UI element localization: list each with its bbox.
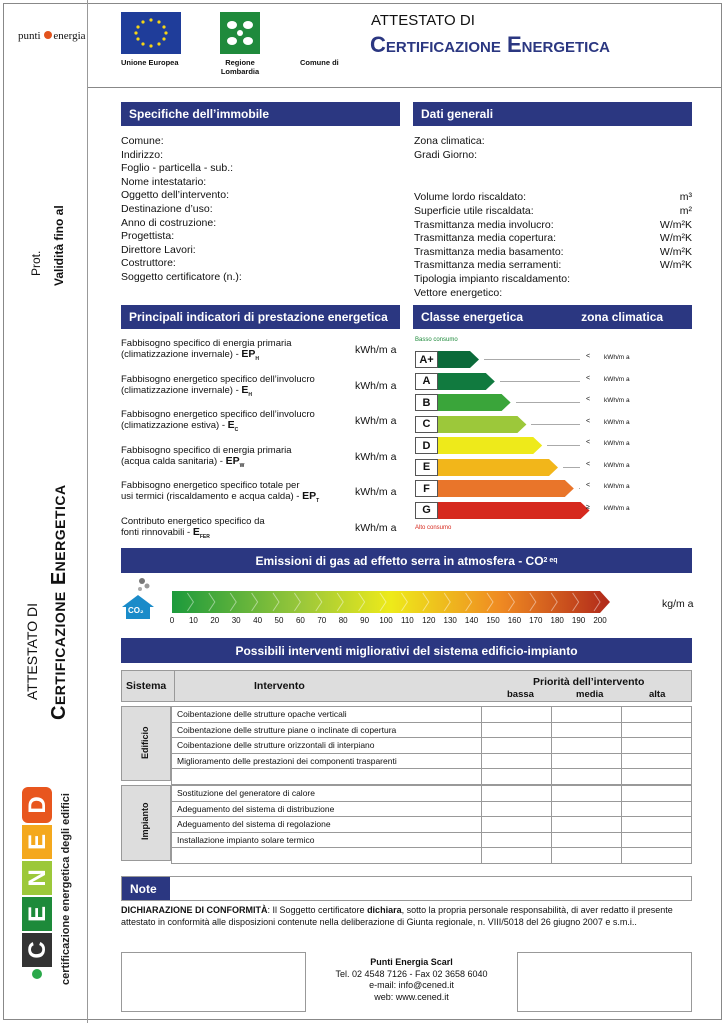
indicator-unit: kWh/m a <box>355 379 397 392</box>
emissioni-tick: 0 <box>169 616 175 625</box>
indicator-symbol: EP <box>225 454 240 467</box>
indicator-item <box>121 338 351 365</box>
priorita-media-cell[interactable] <box>552 707 622 723</box>
col-divider <box>174 671 175 701</box>
class-unit: kWh/m a <box>604 397 630 404</box>
emissioni-tick: 50 <box>274 616 284 625</box>
indicator-item <box>121 374 351 401</box>
class-label: C <box>415 416 438 433</box>
class-guide-line <box>579 488 580 489</box>
class-label: F <box>415 480 438 497</box>
class-unit: kWh/m a <box>604 375 630 383</box>
validita-label: Validità fino al <box>52 205 66 286</box>
table-row <box>172 753 692 769</box>
indicator-line2-text: (climatizzazione invernale) - <box>121 384 242 396</box>
class-unit: kWh/m a <box>604 354 630 361</box>
cened-letter-c: C <box>24 941 51 959</box>
dati-row <box>414 287 692 301</box>
class-label: E <box>415 459 438 476</box>
class-guide-line <box>484 359 580 360</box>
priorita-bassa-cell[interactable] <box>482 801 552 817</box>
class-label: A <box>415 373 438 390</box>
comune-label: Comune di <box>300 58 339 67</box>
priorita-media-cell[interactable] <box>552 738 622 754</box>
class-unit: kWh/m a <box>604 483 630 490</box>
priorita-media-cell[interactable] <box>552 817 622 833</box>
priorita-media-cell[interactable] <box>552 848 622 864</box>
dati-unit: W/m²K <box>659 219 692 231</box>
dati-header: Dati generali <box>413 102 692 126</box>
indicator-symbol: E <box>227 419 235 431</box>
class-guide-line <box>500 381 580 382</box>
priorita-bassa-cell[interactable] <box>482 738 552 754</box>
dati-row <box>414 273 692 287</box>
indicator-symbol: E <box>241 383 249 396</box>
col-media: media <box>576 689 604 700</box>
cened-logo <box>22 787 52 982</box>
priorita-bassa-cell[interactable] <box>482 769 552 785</box>
class-mark: < <box>586 396 591 403</box>
dati-row <box>414 205 692 219</box>
priorita-media-cell[interactable] <box>552 769 622 785</box>
dati-label: Volume lordo riscaldato: <box>414 191 527 203</box>
emissioni-tick: 150 <box>486 616 500 625</box>
zona-climatica-title: zona climatica <box>581 310 664 324</box>
priorita-alta-cell[interactable] <box>622 817 692 833</box>
priorita-bassa-cell[interactable] <box>482 817 552 833</box>
decl-text-1: : Il Soggetto certificatore <box>267 905 368 915</box>
indicator-item <box>121 445 351 472</box>
spec-field: Nome intestatario: <box>121 175 207 188</box>
intervento-cell <box>172 769 482 785</box>
indicator-subscript: T <box>316 497 320 504</box>
left-sidebar <box>0 0 88 1023</box>
logo-text-b: energia <box>53 30 86 42</box>
indicator-line1: Fabbisogno specifico di energia primaria <box>121 444 292 456</box>
indicator-subscript: W <box>239 462 245 469</box>
priorita-bassa-cell[interactable] <box>482 848 552 864</box>
decl-bold: DICHIARAZIONE DI CONFORMITÀ <box>121 905 268 915</box>
class-mark: < <box>586 374 591 382</box>
emissioni-tick: 180 <box>550 616 564 625</box>
priorita-alta-cell[interactable] <box>622 722 692 738</box>
note-title: Note <box>122 877 170 900</box>
indicator-subscript: H <box>255 355 260 362</box>
emissioni-tick: 120 <box>422 616 436 625</box>
indicator-unit: kWh/m a <box>355 344 397 356</box>
table-row <box>172 832 692 848</box>
priorita-media-cell[interactable] <box>552 786 622 802</box>
gradi-giorno: Gradi Giorno: <box>414 149 478 161</box>
dati-row <box>414 219 692 233</box>
intervento-cell <box>172 848 482 864</box>
emissioni-tick: 30 <box>231 616 241 625</box>
emissioni-tick: 140 <box>464 616 479 625</box>
priorita-alta-cell[interactable] <box>622 832 692 848</box>
cened-logo-graphic <box>22 787 52 982</box>
emissioni-tick: 100 <box>379 616 393 625</box>
signature-box-left[interactable] <box>121 952 306 1012</box>
classe-title: Classe energetica <box>421 310 524 324</box>
indicator-subscript: FER <box>199 533 210 540</box>
impianto-table <box>171 785 692 864</box>
dati-unit: W/m²K <box>659 259 692 271</box>
priorita-alta-cell[interactable] <box>622 786 692 802</box>
dati-row <box>414 259 692 273</box>
table-row <box>172 707 692 723</box>
intervento-cell: Sostituzione del generatore di calore <box>172 786 482 802</box>
interventi-header: Possibili interventi migliorativi del sistema edificio-impianto <box>121 638 692 663</box>
emissioni-tick: 40 <box>253 616 263 625</box>
note-box[interactable] <box>121 876 692 901</box>
indicator-line2-text: (acqua calda sanitaria) - <box>121 455 226 467</box>
indicator-line2-text: fonti rinnovabili - <box>121 526 193 538</box>
class-mark: < <box>586 439 591 446</box>
dati-label: Trasmittanza media involucro: <box>414 219 554 231</box>
indicator-item <box>121 409 351 436</box>
priorita-bassa-cell[interactable] <box>482 786 552 802</box>
dati-label: Trasmittanza media serramenti: <box>414 259 562 271</box>
eu-flag-icon <box>121 12 181 54</box>
cened-letter-e1: E <box>24 905 51 923</box>
col-sistema: Sistema <box>126 680 167 692</box>
lombardia-label: Regione Lombardia <box>220 58 260 76</box>
page-title: Certificazione Energetica <box>370 32 611 57</box>
indicator-unit: kWh/m a <box>355 415 397 427</box>
intervento-cell: Installazione impianto solare termico <box>172 832 482 848</box>
edificio-table <box>171 706 692 785</box>
class-unit: kWh/m a <box>604 504 630 512</box>
indicator-line2 <box>121 456 351 472</box>
logo-dot-icon <box>44 31 52 39</box>
specifiche-list <box>121 135 242 285</box>
sidebar-cert-title: Certificazione Energetica <box>48 484 70 720</box>
emissioni-tick: 90 <box>360 616 370 625</box>
dati-label: Superficie utile riscaldata: <box>414 205 534 217</box>
class-guide-line <box>563 467 580 468</box>
footer-contacts <box>306 957 517 1003</box>
indicator-line2 <box>121 349 351 365</box>
table-row <box>172 817 692 833</box>
class-label: G <box>415 502 438 519</box>
intervento-cell: Coibentazione delle strutture piane o inclinate di copertura <box>172 722 482 738</box>
class-arrow-e <box>415 459 559 476</box>
decl-text-2: , sotto la propria personale responsabilità, di aver redatto il presente attestato in conformità alle disposizioni contenute nella deliberazione di Giunta regionale, n. VIII/5018 del 26 giugno 2007 e s.m.i.. <box>121 905 673 927</box>
class-arrow-aplus <box>415 351 480 368</box>
table-row <box>172 722 692 738</box>
indicator-line1: Fabbisogno energetico specifico totale per <box>121 480 300 491</box>
spec-field: Destinazione d’uso: <box>121 202 213 215</box>
indicator-line2-text: (climatizzazione estiva) - <box>121 420 228 431</box>
priorita-media-cell[interactable] <box>552 753 622 769</box>
spec-field: Anno di costruzione: <box>121 216 217 229</box>
intervento-cell: Miglioramento delle prestazioni dei componenti trasparenti <box>172 753 482 769</box>
table-row <box>172 738 692 754</box>
priorita-alta-cell[interactable] <box>622 801 692 817</box>
indicator-line2 <box>121 420 351 436</box>
dati-row <box>414 191 692 205</box>
table-row <box>172 801 692 817</box>
emissioni-tick: 110 <box>401 616 414 625</box>
dati-label: Tipologia impianto riscaldamento: <box>414 273 571 285</box>
priorita-media-cell[interactable] <box>552 832 622 848</box>
spec-field: Oggetto dell’intervento: <box>121 189 229 202</box>
class-mark: < <box>586 417 591 425</box>
table-row <box>172 848 692 864</box>
dati-unit: m³ <box>679 191 692 203</box>
indicator-line2 <box>121 491 351 507</box>
emissioni-tick: 10 <box>188 616 198 625</box>
table-row <box>172 786 692 802</box>
spec-field: Progettista: <box>121 230 175 243</box>
emissioni-title: Emissioni di gas ad effetto serra in atmosfera - CO <box>255 553 544 568</box>
footer-web[interactable]: web: www.cened.it <box>374 991 449 1002</box>
cened-letter-n: N <box>24 869 51 887</box>
indicator-subscript: H <box>248 391 253 398</box>
alto-consumo: Alto consumo <box>415 525 452 531</box>
indicator-item <box>121 480 351 507</box>
cened-letter-e2: E <box>24 833 51 851</box>
emissioni-unit: kg/m a <box>662 598 694 610</box>
indicator-line2 <box>121 527 351 543</box>
dati-row <box>414 246 692 260</box>
intervento-cell: Coibentazione delle strutture orizzontali di interpiano <box>172 738 482 754</box>
edificio-group <box>121 706 171 781</box>
indicator-line2-text: usi termici (riscaldamento e acqua calda) - <box>121 491 303 502</box>
dati-label: Vettore energetico: <box>414 287 503 299</box>
spec-field: Costruttore: <box>121 257 176 270</box>
class-arrow-c <box>415 416 527 433</box>
emissioni-tick: 70 <box>317 616 327 625</box>
basso-consumo: Basso consumo <box>415 337 458 343</box>
impianto-label: Impianto <box>140 802 150 840</box>
co2-house-icon <box>122 575 158 621</box>
eu-label: Unione Europea <box>121 58 179 67</box>
emissioni-tick: 200 <box>593 616 607 625</box>
page-border <box>3 3 722 1020</box>
priorita-alta-cell[interactable] <box>622 753 692 769</box>
emissioni-tick: 20 <box>210 616 220 625</box>
indicator-line2 <box>121 385 351 401</box>
priorita-bassa-cell[interactable] <box>482 832 552 848</box>
spec-field: Comune: <box>121 135 164 147</box>
indicator-subscript: C <box>234 426 239 433</box>
col-priorita: Priorità dell’intervento <box>533 676 645 688</box>
edificio-label: Edificio <box>140 726 150 759</box>
emissioni-tick: 170 <box>529 616 543 625</box>
dichiarazione <box>121 904 692 928</box>
footer-company: Punti Energia Scarl <box>370 957 453 967</box>
priorita-bassa-cell[interactable] <box>482 753 552 769</box>
priorita-bassa-cell[interactable] <box>482 722 552 738</box>
footer-email[interactable]: e-mail: info@cened.it <box>369 980 454 990</box>
co2-label: CO₂ <box>128 606 144 615</box>
class-unit: kWh/m a <box>604 461 630 469</box>
prot-label: Prot. <box>29 250 43 276</box>
intervento-cell: Adeguamento del sistema di distribuzione <box>172 801 482 817</box>
intervento-cell: Adeguamento del sistema di regolazione <box>172 817 482 833</box>
emissioni-bar <box>172 588 612 616</box>
indicator-unit: kWh/m a <box>355 521 397 534</box>
specifiche-header: Specifiche dell’immobile <box>121 102 400 126</box>
class-label: D <box>415 437 438 454</box>
priorita-bassa-cell[interactable] <box>482 707 552 723</box>
indicator-line1: Contributo energetico specifico da <box>121 515 265 527</box>
class-mark: < <box>586 482 591 489</box>
priorita-alta-cell[interactable] <box>622 848 692 864</box>
indicator-symbol: EP <box>302 490 317 502</box>
impianto-group <box>121 785 171 861</box>
dati-label: Trasmittanza media copertura: <box>414 232 557 244</box>
indicator-unit: kWh/m a <box>355 486 397 498</box>
class-label: A+ <box>415 351 438 368</box>
priorita-alta-cell[interactable] <box>622 707 692 723</box>
footer-tel: Tel. 02 4548 7126 - Fax 02 3658 6040 <box>335 968 488 979</box>
emissioni-tick: 60 <box>295 616 305 625</box>
indicator-unit: kWh/m a <box>355 450 397 463</box>
class-arrow-b <box>415 394 512 411</box>
priorita-media-cell[interactable] <box>552 801 622 817</box>
class-label: B <box>415 394 438 411</box>
indicator-line1: Fabbisogno energetico specifico dell’involucro <box>121 409 315 420</box>
cened-tagline: certificazione energetica degli edifici <box>60 793 72 985</box>
intervento-cell: Coibentazione delle strutture opache verticali <box>172 707 482 723</box>
class-arrow-f <box>415 480 575 497</box>
cened-letter-d: D <box>24 796 51 814</box>
indicatori-header: Principali indicatori di prestazione energetica <box>121 305 400 329</box>
class-mark: ≥ <box>586 503 590 511</box>
priorita-alta-cell[interactable] <box>622 738 692 754</box>
class-guide-line <box>547 445 580 446</box>
zona-climatica: Zona climatica: <box>414 135 485 147</box>
logo-text-a: punti <box>18 30 41 42</box>
spec-field: Soggetto certificatore (n.): <box>121 270 242 283</box>
col-alta: alta <box>649 689 666 700</box>
indicator-symbol: EP <box>241 348 256 360</box>
priorita-alta-cell[interactable] <box>622 769 692 785</box>
class-mark: < <box>586 460 591 468</box>
class-arrow-d <box>415 437 543 454</box>
dati-unit: m² <box>679 205 692 217</box>
dati-label: Trasmittanza media basamento: <box>414 246 564 258</box>
dati-unit: W/m²K <box>659 246 692 258</box>
class-arrow-shape <box>415 480 575 497</box>
dati-unit: W/m²K <box>659 232 692 244</box>
emissioni-tick: 190 <box>571 616 586 625</box>
indicator-line2-text: (climatizzazione invernale) - <box>121 349 242 360</box>
table-row <box>172 769 692 785</box>
col-bassa: bassa <box>507 689 534 700</box>
signature-box-right[interactable] <box>517 952 692 1012</box>
sidebar-attestato-label: ATTESTATO DI <box>24 603 40 700</box>
emissioni-tick: 130 <box>443 616 457 625</box>
col-intervento: Intervento <box>254 680 305 692</box>
emissioni-header <box>121 548 692 573</box>
class-guide-line <box>531 424 580 425</box>
header-attestato: ATTESTATO DI <box>371 12 475 29</box>
class-arrow-g <box>415 502 591 519</box>
class-guide-line <box>516 402 580 403</box>
class-arrow-shape <box>415 502 591 519</box>
emissioni-tick: 80 <box>338 616 348 625</box>
class-mark: < <box>586 353 591 360</box>
class-arrow-a <box>415 373 496 390</box>
spec-field: Direttore Lavori: <box>121 243 196 256</box>
indicator-symbol: E <box>192 525 200 538</box>
decl-bold-2: dichiara <box>367 905 402 915</box>
emissioni-sub: 2 eq <box>543 557 558 564</box>
indicator-line1: Fabbisogno energetico specifico dell’involucro <box>121 373 315 385</box>
interventi-table-header <box>121 670 692 702</box>
spec-field: Foglio - particella - sub.: <box>121 162 234 175</box>
priorita-media-cell[interactable] <box>552 722 622 738</box>
header-divider <box>88 87 722 88</box>
indicator-item <box>121 516 351 543</box>
indicator-line1: Fabbisogno specifico di energia primaria <box>121 338 292 349</box>
classe-header <box>413 305 692 329</box>
class-unit: kWh/m a <box>604 418 630 426</box>
emissioni-tick: 160 <box>507 616 522 625</box>
punti-energia-logo <box>18 30 86 42</box>
class-unit: kWh/m a <box>604 440 630 447</box>
lombardia-rose-icon <box>220 12 260 54</box>
spec-field: Indirizzo: <box>121 148 164 161</box>
dati-row <box>414 232 692 246</box>
